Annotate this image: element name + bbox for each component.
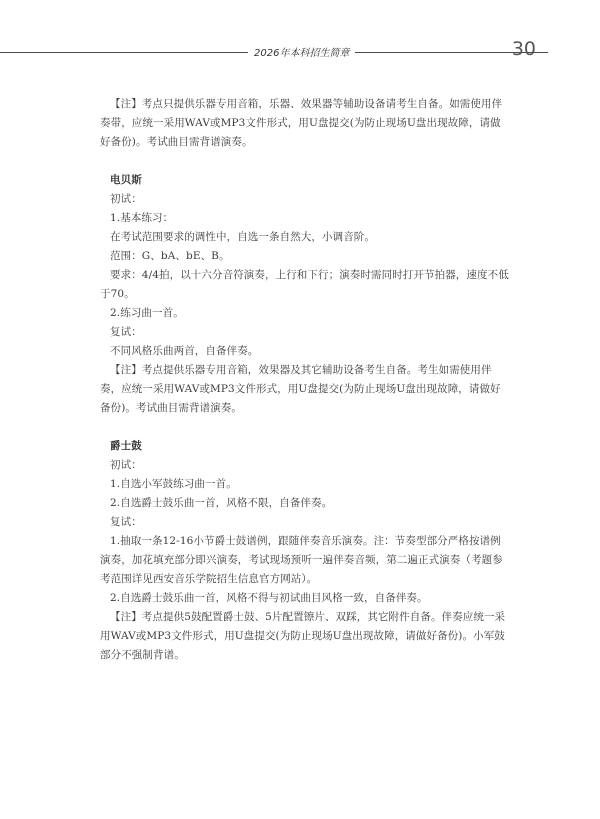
bass-line-final: 复试： bbox=[110, 326, 142, 338]
section-title-bass: 电贝斯 bbox=[110, 174, 142, 186]
bass-line-requirement: 要求：4/4拍，以十六分音符演奏，上行和下行；演奏时需同时打开节拍器，速度不低于70。 bbox=[100, 269, 509, 300]
drums-line-snare: 1.自选小军鼓练习曲一首。 bbox=[110, 478, 237, 490]
drums-line-final: 复试： bbox=[110, 516, 142, 528]
drums-line-preliminary: 初试： bbox=[110, 459, 142, 471]
section-title-drums: 爵士鼓 bbox=[110, 440, 142, 452]
drums-line-sight-reading: 1.抽取一条12-16小节爵士鼓谱例，跟随伴奏音乐演奏。注：节奏型部分严格按谱例演奏，加花填充部分即兴演奏，考试现场预听一遍伴奏音频，第二遍正式演奏（考题参考范围详见西安音乐学院招生信息官方网站）。 bbox=[100, 535, 503, 585]
bass-line-basic-practice: 1.基本练习： bbox=[110, 212, 174, 224]
drums-note: 【注】考点提供5鼓配置爵士鼓、5片配置镲片、双踩，其它附件自备。伴奏应统一采用WAV或MP3文件形式，用U盘提交(为防止现场U盘出现故障，请做好备份)。小军鼓部分不强制背谱。 bbox=[100, 611, 506, 661]
page-body bbox=[100, 95, 510, 665]
bass-line-scale: 在考试范围要求的调性中，自选一条自然大，小调音阶。 bbox=[110, 231, 375, 243]
bass-note: 【注】考点提供乐器专用音箱，效果器及其它辅助设备考生自备。考生如需使用伴奏，应统一采用WAV或MP3文件形式，用U盘提交(为防止现场U盘出现故障，请做好备份)。考试曲目需背谱演奏。 bbox=[100, 364, 501, 414]
intro-note: 【注】考点只提供乐器专用音箱，乐器、效果器等辅助设备请考生自备。如需使用伴奏带，应统一采用WAV或MP3文件形式，用U盘提交(为防止现场U盘出现故障，请做好备份)。考试曲目需背谱演奏。 bbox=[100, 98, 503, 148]
bass-line-preliminary: 初试： bbox=[110, 193, 142, 205]
bass-line-final-pieces: 不同风格乐曲两首，自备伴奏。 bbox=[110, 345, 259, 357]
bass-line-range: 范围：G、bA、bE、B。 bbox=[110, 250, 230, 262]
drums-line-kit-piece: 2.自选爵士鼓乐曲一首，风格不限，自备伴奏。 bbox=[110, 497, 333, 509]
header-title: 2026年本科招生简章 bbox=[248, 44, 355, 59]
bass-line-etude: 2.练习曲一首。 bbox=[110, 307, 184, 319]
page-number: 30 bbox=[511, 38, 536, 60]
drums-line-final-piece: 2.自选爵士鼓乐曲一首，风格不得与初试曲目风格一致，自备伴奏。 bbox=[110, 592, 428, 604]
